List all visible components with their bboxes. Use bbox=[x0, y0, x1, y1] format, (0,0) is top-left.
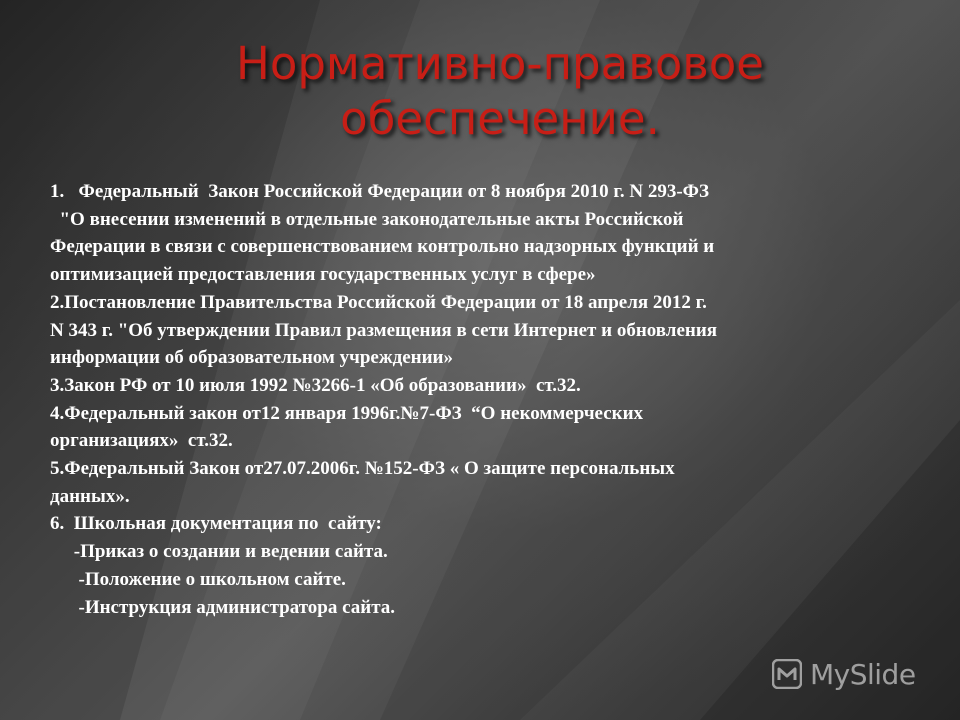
text-line: -Инструкция администратора сайта. bbox=[50, 596, 396, 618]
myshared-logo-icon bbox=[772, 659, 802, 689]
title-line-1: Нормативно-правовое bbox=[236, 37, 764, 90]
text-line: информации об образовательном учреждении» bbox=[50, 347, 453, 369]
text-line: -Приказ о создании и ведении сайта. bbox=[50, 541, 388, 563]
slide-title bbox=[150, 36, 850, 146]
text-line: оптимизацией предоставления государственных услуг в сфере» bbox=[50, 264, 596, 286]
document-list bbox=[50, 178, 920, 621]
watermark bbox=[772, 656, 942, 692]
text-line: данных». bbox=[50, 485, 130, 507]
text-line: 3.Закон РФ от 10 июля 1992 №3266-1 «Об образовании» ст.32. bbox=[50, 374, 581, 396]
text-line: 4.Федеральный закон от12 января 1996г.№7-ФЗ “О некоммерческих bbox=[50, 402, 644, 424]
text-line: 6. Школьная документация по сайту: bbox=[50, 513, 382, 535]
text-line: "О внесении изменений в отдельные законодательные акты Российской bbox=[50, 208, 684, 230]
text-line: 2.Постановление Правительства Российской Федерации от 18 апреля 2012 г. bbox=[50, 291, 707, 313]
watermark-text: MySlide bbox=[810, 657, 916, 691]
text-line: N 343 г. "Об утверждении Правил размещения в сети Интернет и обновления bbox=[50, 319, 718, 341]
text-line: Федерации в связи с совершенствованием контрольно надзорных функций и bbox=[50, 236, 715, 258]
text-line: организациях» ст.32. bbox=[50, 430, 233, 452]
text-line: -Положение о школьном сайте. bbox=[50, 568, 346, 590]
title-line-2: обеспечение. bbox=[340, 92, 660, 145]
text-line: 1. Федеральный Закон Российской Федерации от 8 ноября 2010 г. N 293-ФЗ bbox=[50, 181, 709, 202]
text-line: 5.Федеральный Закон от27.07.2006г. №152-ФЗ « О защите персональных bbox=[50, 458, 675, 480]
